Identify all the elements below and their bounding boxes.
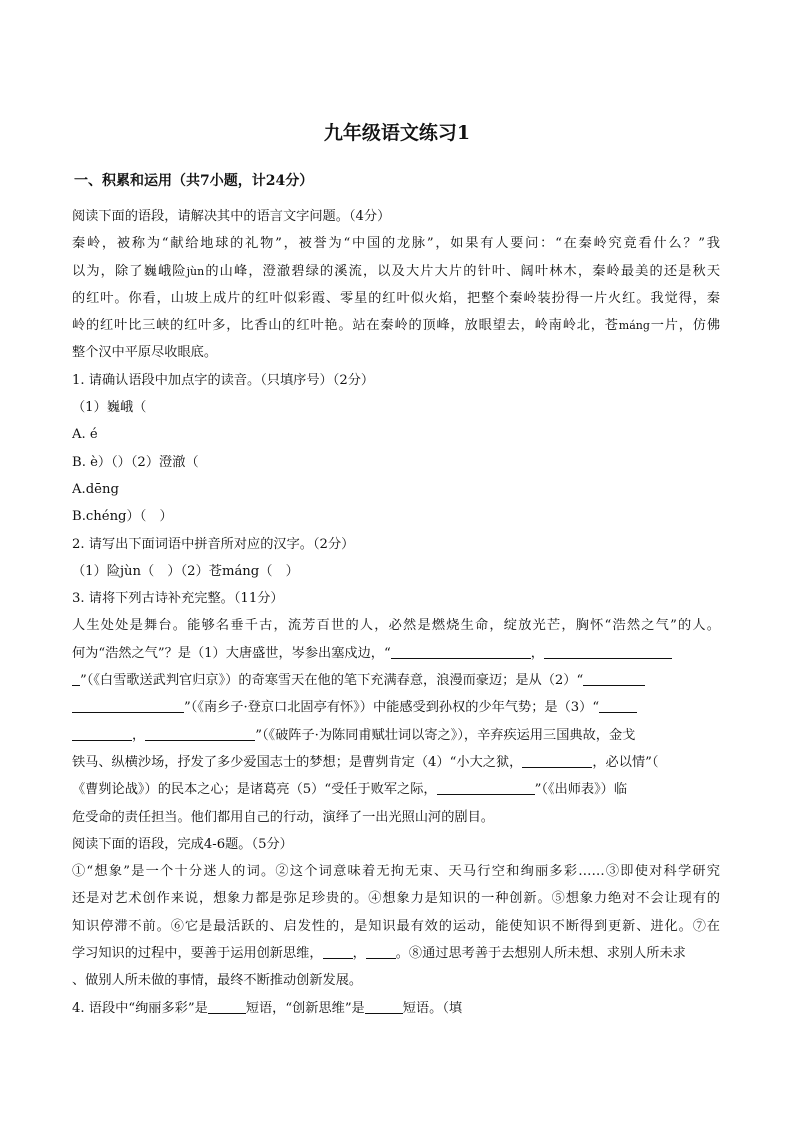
question-3-text: 铁马、纵横沙场，抒发了多少爱国志士的梦想；是曹刿肯定（4）“小大之狱， [72, 754, 523, 770]
answer-blank[interactable] [72, 669, 80, 686]
passage1-line [72, 312, 720, 339]
question-3-text: ”（《白雪歌送武判官归京》）的奇寒雪天在他的笔下充满春意，浪漫而豪迈；是从（2）“ [80, 673, 584, 689]
question-3-text: 《曹刿论战》）的民本之心；是诸葛亮（5）“受任于败军之际， [72, 782, 437, 798]
question-3-line [72, 694, 720, 721]
question-1-option: A. é [72, 427, 98, 443]
question-1-item: （1）巍峨（ [72, 400, 147, 416]
answer-blank[interactable] [208, 997, 246, 1014]
passage2-text: 。⑧通过思考善于去想别人所未想、求别人所未求 [395, 946, 686, 962]
passage1-line: 秦岭，被称为“献给地球的礼物”，被誉为“中国的龙脉”，如果有人要问：“在秦岭究竟看什么？”我 [72, 236, 720, 252]
question-3-line: 人生处处是舞台。能够名垂千古，流芳百世的人，必然是燃烧生命，绽放光芒，胸怀“浩然之气”的人。 [72, 618, 720, 634]
question-3-text: ”（《破阵子·为陈同甫赋壮词以寄之》），辛弃疾运用三国典故，金戈 [255, 727, 636, 743]
question-3-text: ”（《南乡子·登京口北固亭有怀》）中能感受到孙权的少年气势；是（3）“ [184, 700, 600, 716]
section-heading: 一、积累和运用（共7小题，计24分） [74, 173, 314, 189]
question-3-stem: 3. 请将下列古诗补充完整。（11分） [72, 591, 284, 607]
question-4-text: 短语，“创新思维”是 [245, 1000, 365, 1016]
passage1-text: 一片，仿佛 [649, 318, 720, 334]
question-4-text: 短语。（填 [402, 1000, 463, 1016]
question-1-stem: 1. 请确认语段中加点字的读音。（只填序号）（2分） [72, 372, 375, 388]
passage1-text: 以为，除了巍峨险 [72, 263, 187, 279]
pinyin-annotation: máng [618, 319, 650, 333]
question-3-line [72, 749, 720, 776]
question-2-items: （1）险jùn（ ）（2）苍máng（ ） [72, 563, 299, 579]
answer-blank[interactable] [391, 642, 531, 659]
document-body [72, 203, 720, 1022]
passage1-text: 的山峰，澄澈碧绿的溪流，以及大片大片的针叶、阔叶林木，秦岭最美的还是秋天 [204, 263, 720, 279]
question-3-line: 危受命的责任担当。他们都用自己的行动，演绎了一出光照山河的剧目。 [72, 809, 494, 825]
passage2-line: ①“想象”是一个十分迷人的词。②这个词意味着无拘无束、天马行空和绚丽多彩……③即使对科学研究 [72, 864, 720, 880]
answer-blank[interactable] [72, 724, 132, 741]
passage1-text: 岭的红叶比三峡的红叶多，比香山的红叶艳。站在秦岭的顶峰，放眼望去，岭南岭北，苍 [72, 318, 619, 334]
question-3-text: ， [530, 645, 544, 661]
question-1-option: A.dēng [72, 481, 119, 497]
page-title: 九年级语文练习1 [323, 122, 471, 144]
pinyin-annotation: jùn [186, 264, 205, 278]
answer-blank[interactable] [583, 669, 645, 686]
answer-blank[interactable] [145, 724, 255, 741]
passage2-line: 知识停滞不前。⑥它是最活跃的、启发性的，是知识最有效的运动，能使知识不断得到更新、进化。⑦在 [72, 918, 720, 934]
question-4-line [72, 995, 720, 1022]
answer-blank[interactable] [366, 942, 396, 959]
question-3-line [72, 640, 720, 667]
answer-blank[interactable] [599, 696, 637, 713]
answer-blank[interactable] [72, 696, 184, 713]
answer-blank[interactable] [323, 942, 353, 959]
question-4-text: 4. 语段中“绚丽多彩”是 [72, 1000, 208, 1016]
question-3-line [72, 722, 720, 749]
answer-blank[interactable] [544, 642, 672, 659]
passage1-line [72, 258, 720, 285]
answer-blank[interactable] [522, 751, 592, 768]
passage2-text: ， [352, 946, 366, 962]
passage1-line: 的红叶。你看，山坡上成片的红叶似彩霞、零星的红叶似火焰，把整个秦岭装扮得一片火红。我觉得，秦 [72, 290, 720, 306]
answer-blank[interactable] [437, 778, 535, 795]
passage2-line: 、做别人所未做的事情，最终不断推动创新发展。 [72, 973, 363, 989]
question-3-line [72, 776, 720, 803]
question-2-stem: 2. 请写出下面词语中拼音所对应的汉字。（2分） [72, 536, 355, 552]
answer-blank[interactable] [365, 997, 403, 1014]
question-3-line [72, 667, 720, 694]
question-3-text: 何为“浩然之气”？是（1）大唐盛世，岑参出塞戍边，“ [72, 645, 391, 661]
question-1-option: B.chéng）（ ） [72, 509, 173, 525]
question-3-text: ”（《出师表》）临 [534, 782, 628, 798]
passage1-line: 整个汉中平原尽收眼底。 [72, 345, 218, 361]
passage2-line: 还是对艺术创作来说，想象力都是弥足珍贵的。④想象力是知识的一种创新。⑤想象力绝对不会让现有的 [72, 891, 720, 907]
question-1-option: B. è）（）（2）澄澈（ [72, 454, 199, 470]
question-3-text: ， [132, 727, 146, 743]
passage2-text: 学习知识的过程中，要善于运用创新思维， [72, 946, 323, 962]
question-3-text: ，必以情”（ [592, 754, 659, 770]
passage2-line [72, 940, 720, 967]
passage1-intro: 阅读下面的语段，请解决其中的语言文字问题。（4分） [72, 209, 391, 224]
passage2-intro: 阅读下面的语段，完成4-6题。（5分） [72, 836, 293, 852]
